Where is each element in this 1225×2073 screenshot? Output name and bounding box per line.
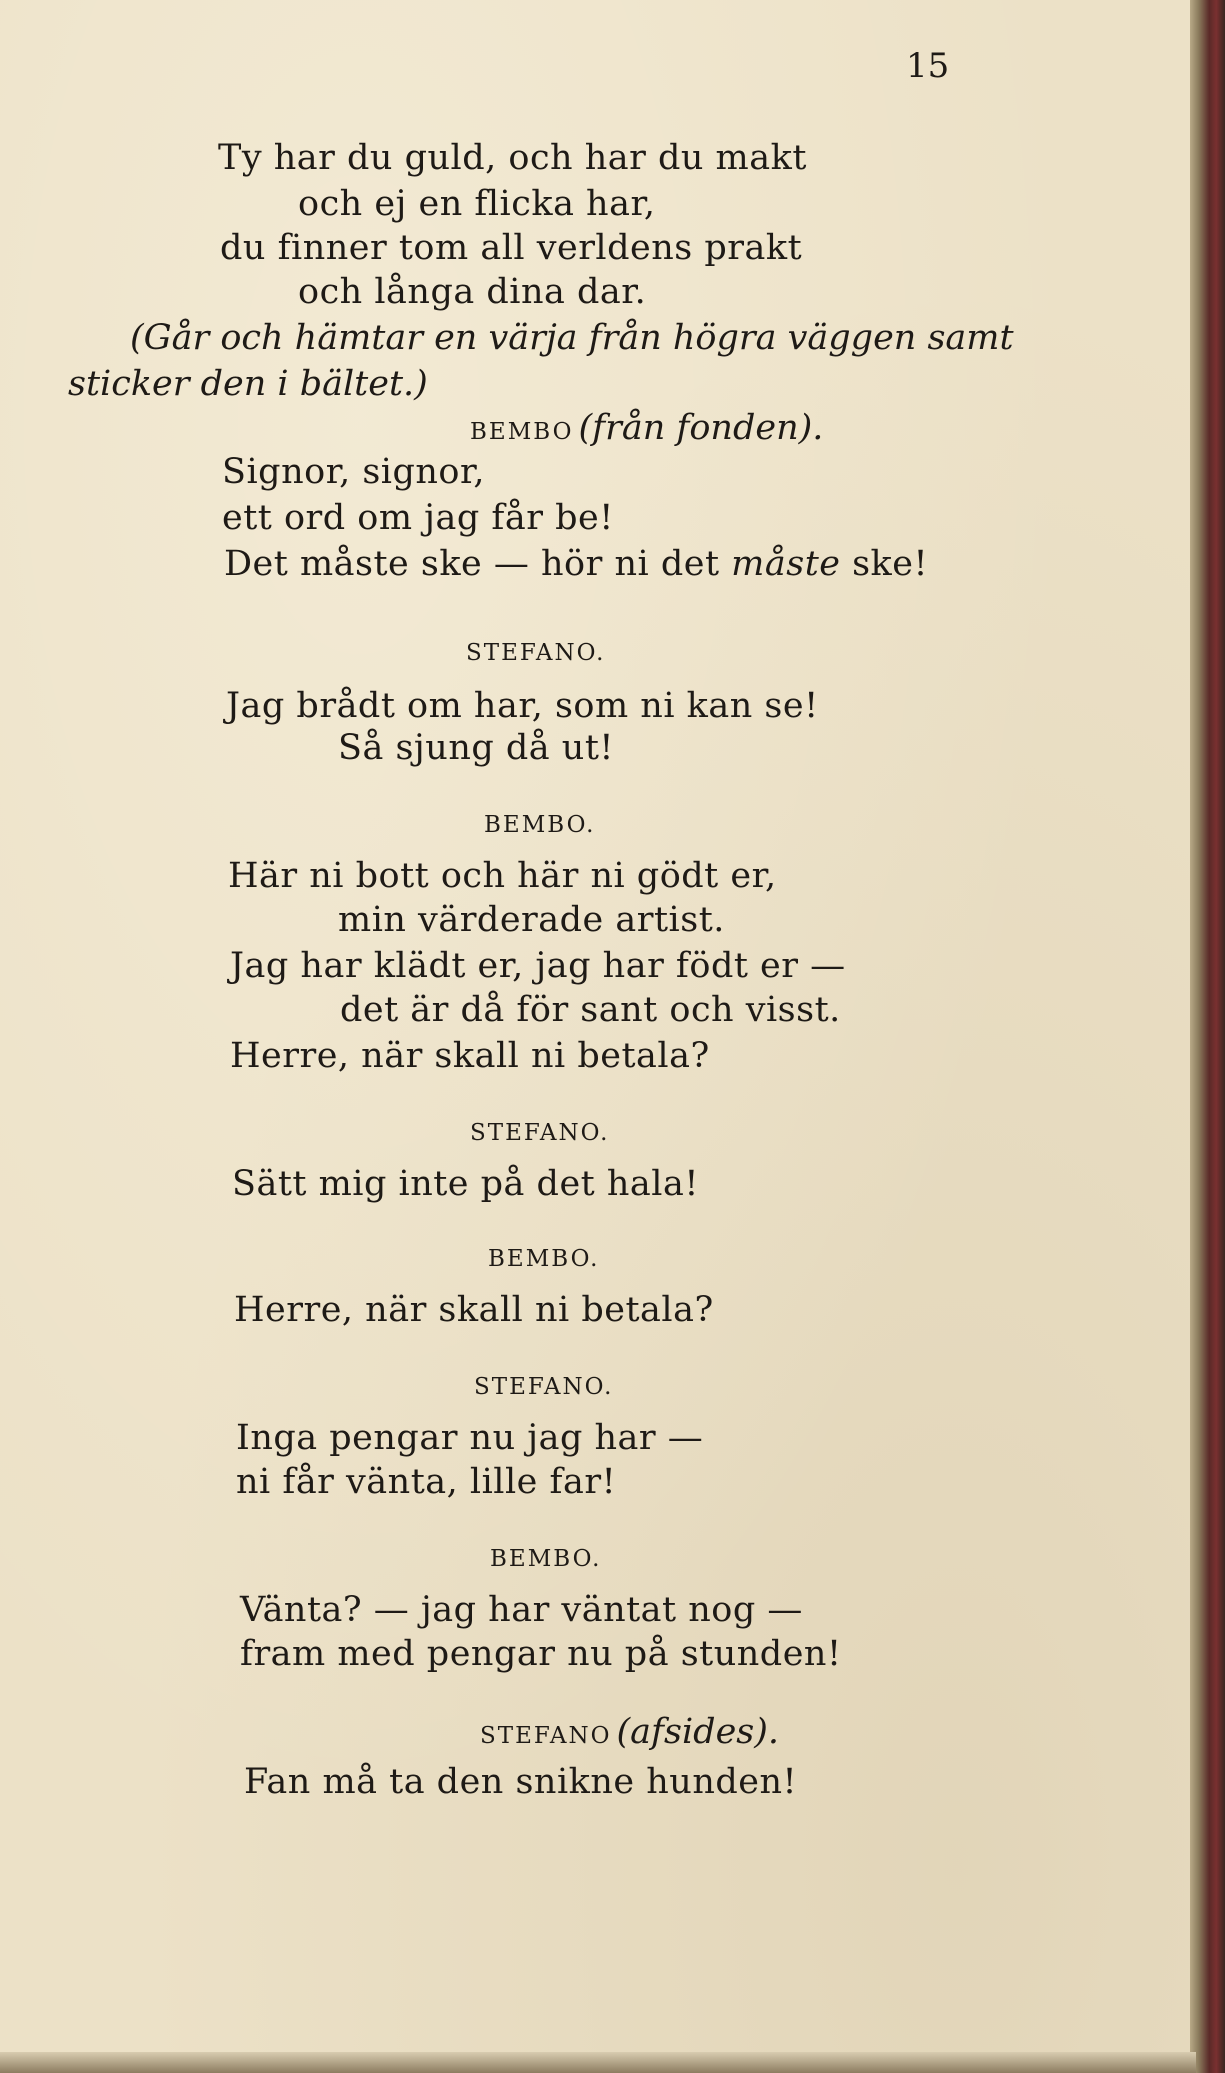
speaker-heading [480,1712,779,1752]
verse-line: min värderade artist. [338,900,725,940]
verse-line: Herre, när skall ni betala? [230,1036,710,1076]
emphasis: måste [731,544,841,584]
verse-line: Jag har klädt er, jag har födt er — [230,946,846,986]
speaker-name: BEMBO. [484,812,596,838]
verse-line: Här ni bott och här ni gödt er, [228,856,777,896]
speaker-name: STEFANO. [470,1120,610,1146]
verse-line: Fan må ta den snikne hunden! [244,1762,798,1802]
verse-line: du finner tom all verldens prakt [220,228,803,268]
verse-line: ett ord om jag får be! [222,498,614,538]
speaker-name: BEMBO. [488,1246,600,1272]
verse-line: ni får vänta, lille far! [236,1462,617,1502]
speaker-name: STEFANO. [466,640,606,666]
verse-line: Det måste ske — hör ni det måste ske! [224,544,929,584]
page-bottom-edge [0,2052,1196,2073]
verse-line: det är då för sant och visst. [340,990,841,1030]
verse-line: och långa dina dar. [298,272,647,312]
stage-direction: (Går och hämtar en värja från högra väggen samt [130,318,1014,358]
verse-line: Jag brådt om har, som ni kan se! [226,686,819,726]
verse-line: Inga pengar nu jag har — [236,1418,704,1458]
verse-line: Vänta? — jag har väntat nog — [240,1590,803,1630]
speaker-direction: (afsides). [616,1712,780,1752]
verse-line: fram med pengar nu på stunden! [240,1634,842,1674]
speaker-name: BEMBO [470,419,574,445]
verse-line: Signor, signor, [222,452,486,492]
page-number: 15 [906,46,950,86]
stage-direction: sticker den i bältet.) [68,364,428,404]
verse-line: Herre, när skall ni betala? [234,1290,714,1330]
speaker-direction: (från fonden). [578,408,824,448]
book-binding [1190,0,1225,2073]
verse-line: Sätt mig inte på det hala! [232,1164,699,1204]
speaker-name: BEMBO. [490,1546,602,1572]
verse-line: Så sjung då ut! [338,728,614,768]
verse-line: Ty har du guld, och har du makt [218,138,807,178]
speaker-name: STEFANO [480,1723,612,1749]
speaker-heading [470,408,823,448]
speaker-name: STEFANO. [474,1374,614,1400]
verse-line: och ej en flicka har, [298,184,656,224]
